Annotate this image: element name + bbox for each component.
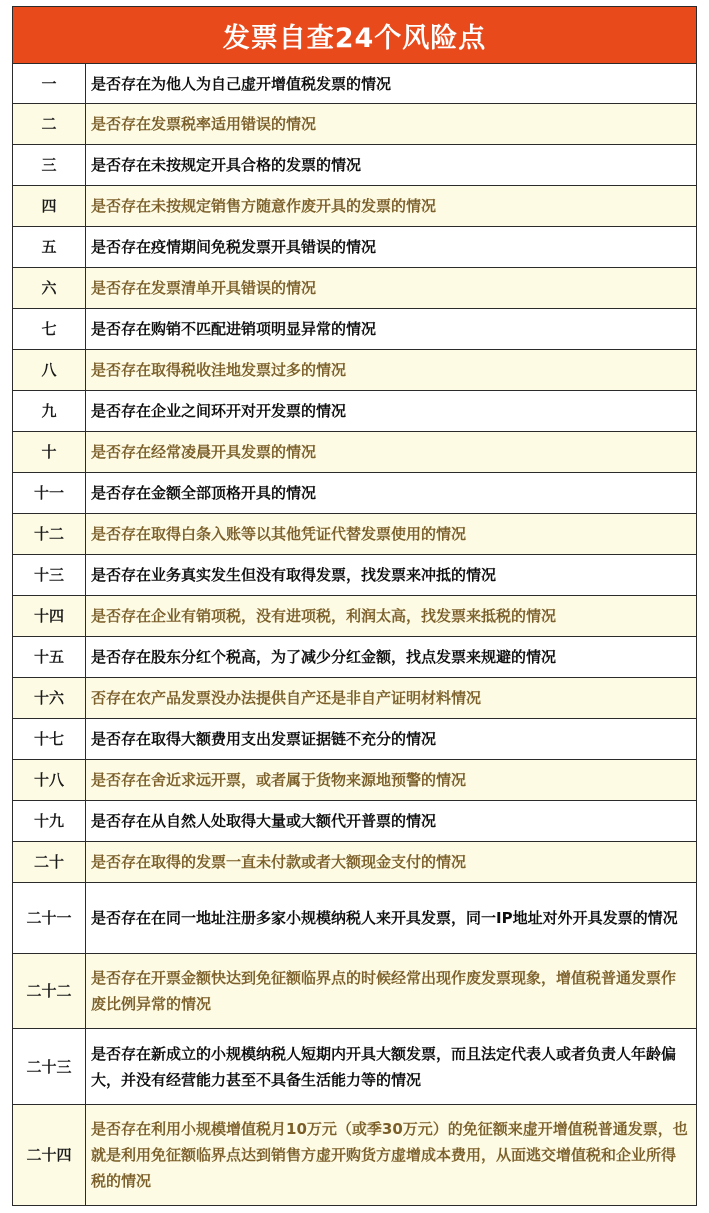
- row-number: 五: [13, 227, 86, 268]
- row-number: 二: [13, 104, 86, 145]
- row-number: 十三: [13, 555, 86, 596]
- row-text: 是否存在为他人为自己虚开增值税发票的情况: [86, 64, 697, 104]
- table-row: [13, 514, 697, 555]
- risk-checklist: [12, 6, 697, 1206]
- table-row: [13, 1105, 697, 1206]
- table-row: [13, 555, 697, 596]
- table-row: [13, 637, 697, 678]
- row-text: 否存在农产品发票没办法提供自产还是非自产证明材料情况: [86, 678, 697, 719]
- row-number: 二十四: [13, 1105, 86, 1206]
- row-number: 九: [13, 391, 86, 432]
- table-row: [13, 954, 697, 1029]
- table-row: [13, 350, 697, 391]
- row-text: 是否存在业务真实发生但没有取得发票，找发票来冲抵的情况: [86, 555, 697, 596]
- row-number: 八: [13, 350, 86, 391]
- row-number: 四: [13, 186, 86, 227]
- page-title: 发票自查24个风险点: [12, 6, 697, 63]
- row-text: 是否存在购销不匹配进销项明显异常的情况: [86, 309, 697, 350]
- row-text: 是否存在发票税率适用错误的情况: [86, 104, 697, 145]
- row-number: 三: [13, 145, 86, 186]
- table-row: [13, 596, 697, 637]
- table-row: [13, 145, 697, 186]
- table-row: [13, 883, 697, 954]
- table-row: [13, 1029, 697, 1105]
- table-row: [13, 309, 697, 350]
- table-row: [13, 227, 697, 268]
- row-number: 二十三: [13, 1029, 86, 1105]
- table-row: [13, 432, 697, 473]
- row-text: 是否存在取得大额费用支出发票证据链不充分的情况: [86, 719, 697, 760]
- row-text: 是否存在未按规定开具合格的发票的情况: [86, 145, 697, 186]
- row-number: 一: [13, 64, 86, 104]
- row-text: 是否存在企业之间环开对开发票的情况: [86, 391, 697, 432]
- row-text: 是否存在从自然人处取得大量或大额代开普票的情况: [86, 801, 697, 842]
- table-row: [13, 64, 697, 104]
- table-row: [13, 678, 697, 719]
- risk-table-body: [13, 64, 697, 1206]
- table-row: [13, 760, 697, 801]
- row-text: 是否存在开票金额快达到免征额临界点的时候经常出现作废发票现象，增值税普通发票作废比例异常的情况: [86, 954, 697, 1029]
- row-text: 是否存在发票清单开具错误的情况: [86, 268, 697, 309]
- row-number: 十九: [13, 801, 86, 842]
- row-number: 十四: [13, 596, 86, 637]
- row-number: 二十: [13, 842, 86, 883]
- table-row: [13, 801, 697, 842]
- row-number: 十: [13, 432, 86, 473]
- row-number: 二十一: [13, 883, 86, 954]
- row-number: 六: [13, 268, 86, 309]
- table-row: [13, 473, 697, 514]
- row-number: 十七: [13, 719, 86, 760]
- row-text: 是否存在在同一地址注册多家小规模纳税人来开具发票，同一IP地址对外开具发票的情况: [86, 883, 697, 954]
- row-number: 十六: [13, 678, 86, 719]
- row-text: 是否存在新成立的小规模纳税人短期内开具大额发票，而且法定代表人或者负责人年龄偏大，并没有经营能力甚至不具备生活能力等的情况: [86, 1029, 697, 1105]
- table-row: [13, 719, 697, 760]
- row-text: 是否存在取得税收洼地发票过多的情况: [86, 350, 697, 391]
- row-text: 是否存在舍近求远开票，或者属于货物来源地预警的情况: [86, 760, 697, 801]
- table-row: [13, 186, 697, 227]
- table-row: [13, 104, 697, 145]
- row-number: 七: [13, 309, 86, 350]
- row-text: 是否存在股东分红个税高，为了减少分红金额，找点发票来规避的情况: [86, 637, 697, 678]
- row-text: 是否存在取得白条入账等以其他凭证代替发票使用的情况: [86, 514, 697, 555]
- row-number: 十八: [13, 760, 86, 801]
- row-text: 是否存在利用小规模增值税月10万元（或季30万元）的免征额来虚开增值税普通发票，也就是利用免征额临界点达到销售方虚开购货方虚增成本费用，从面逃交增值税和企业所得税的情况: [86, 1105, 697, 1206]
- row-text: 是否存在企业有销项税，没有进项税，利润太高，找发票来抵税的情况: [86, 596, 697, 637]
- row-number: 十二: [13, 514, 86, 555]
- table-row: [13, 842, 697, 883]
- risk-table: [12, 63, 697, 1206]
- row-text: 是否存在经常凌晨开具发票的情况: [86, 432, 697, 473]
- table-row: [13, 268, 697, 309]
- row-text: 是否存在疫情期间免税发票开具错误的情况: [86, 227, 697, 268]
- row-number: 二十二: [13, 954, 86, 1029]
- row-text: 是否存在金额全部顶格开具的情况: [86, 473, 697, 514]
- row-text: 是否存在取得的发票一直未付款或者大额现金支付的情况: [86, 842, 697, 883]
- row-text: 是否存在未按规定销售方随意作废开具的发票的情况: [86, 186, 697, 227]
- row-number: 十一: [13, 473, 86, 514]
- row-number: 十五: [13, 637, 86, 678]
- table-row: [13, 391, 697, 432]
